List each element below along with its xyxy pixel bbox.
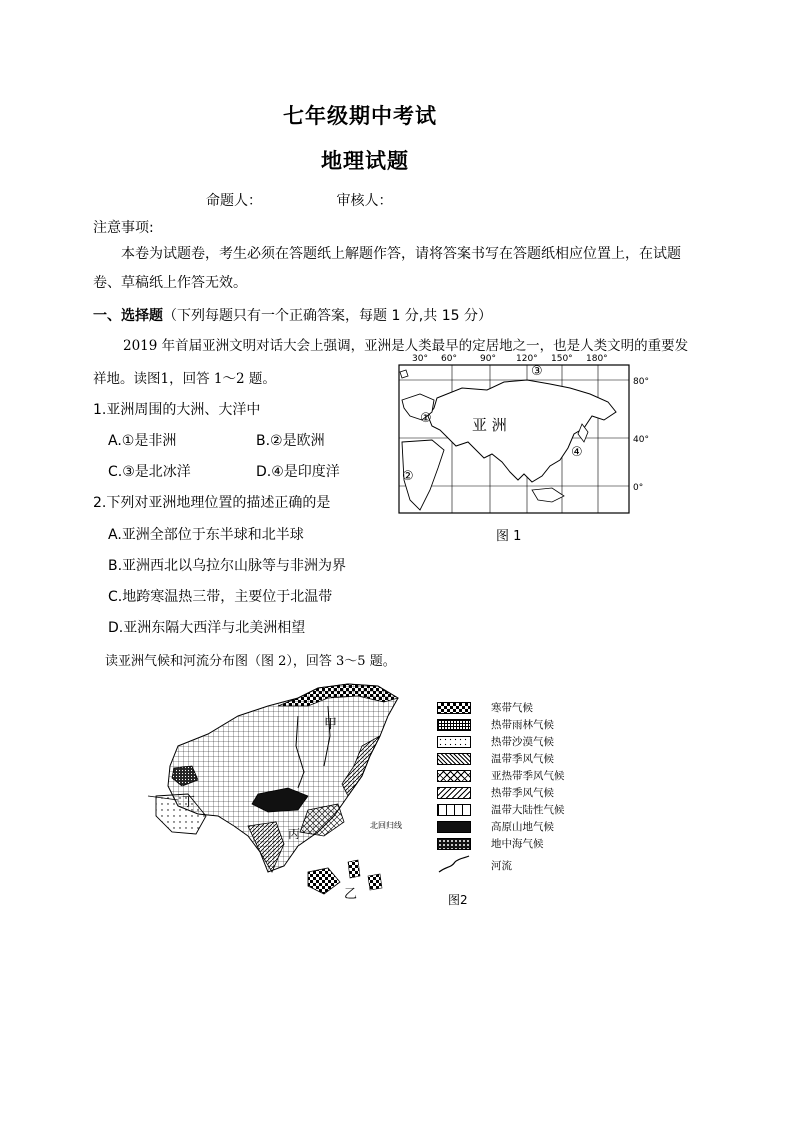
island-1 [348, 860, 360, 878]
q2-option-a: A.亚洲全部位于东半球和北半球 [108, 527, 304, 543]
q1-option-b: B.②是欧洲 [256, 433, 325, 449]
q2-option-d: D.亚洲东隔大西洋与北美洲相望 [108, 620, 306, 636]
marker-3: ③ [531, 364, 543, 379]
river-symbol [437, 856, 471, 874]
question-2-stem: 2.下列对亚洲地理位置的描述正确的是 [93, 495, 331, 511]
intro-1-line-1: 2019 年首届亚洲文明对话大会上强调，亚洲是人类最早的定居地之一，也是人类文明的重要发 [123, 338, 689, 354]
lon-label-90: 90° [480, 354, 496, 364]
section-title: 一、选择题 [93, 308, 163, 324]
label-yi: 乙 [344, 887, 358, 902]
q1-option-c: C.③是北冰洋 [108, 464, 191, 480]
exam-title: 七年级期中考试 [283, 103, 437, 128]
reviewer-label: 审核人： [336, 193, 393, 209]
q2-option-b: B.亚洲西北以乌拉尔山脉等与非洲为界 [108, 558, 347, 574]
setter-label: 命题人： [206, 193, 262, 209]
marker-2: ② [402, 469, 414, 484]
label-bing: 丙 [288, 827, 301, 841]
tropic-label: 北回归线 [370, 821, 402, 830]
section-note: （下列每题只有一个正确答案，每题 1 分,共 15 分） [163, 308, 492, 324]
notice-text: 本卷为试题卷，考生必须在答题纸上解题作答，请将答案书写在答题纸相应位置上，在试题卷、草稿纸上作答无效。 [93, 246, 681, 291]
lon-label-120: 120° [516, 354, 538, 364]
lat-label-0: 0° [633, 483, 644, 493]
section-heading [93, 305, 492, 325]
q1-option-a: A.①是非洲 [108, 433, 177, 449]
intro-1-line-2: 祥地。读图1，回答 1～2 题。 [93, 371, 276, 387]
q1-option-d: D.④是印度洋 [256, 464, 340, 480]
label-ding: 丁 [182, 795, 196, 810]
climate-tropical-rainforest [308, 868, 340, 894]
figure-1-caption: 图 1 [496, 529, 522, 544]
subject-title: 地理试题 [321, 148, 409, 173]
label-jia: 甲 [324, 717, 338, 732]
island-2 [368, 874, 382, 890]
figure-2-caption: 图2 [448, 893, 468, 907]
figure-1-map [392, 350, 649, 520]
author-line [206, 190, 462, 210]
marker-1: ① [420, 411, 432, 426]
marker-4: ④ [571, 445, 583, 460]
asia-label: 亚 洲 [472, 416, 507, 434]
intro-2: 读亚洲气候和河流分布图（图 2），回答 3～5 题。 [105, 654, 396, 669]
figure-2-map [148, 676, 428, 916]
lon-label-180: 180° [586, 354, 608, 364]
lat-label-80: 80° [633, 377, 649, 387]
lat-label-40: 40° [633, 435, 649, 445]
q2-option-c: C.地跨寒温热三带，主要位于北温带 [108, 589, 333, 605]
lon-label-60: 60° [441, 354, 457, 364]
greenland-tip [400, 370, 408, 378]
lon-label-30: 30° [412, 354, 428, 364]
question-1-stem: 1.亚洲周围的大洲、大洋中 [93, 402, 261, 418]
notice-heading: 注意事项: [93, 220, 154, 236]
lon-label-150: 150° [551, 354, 573, 364]
